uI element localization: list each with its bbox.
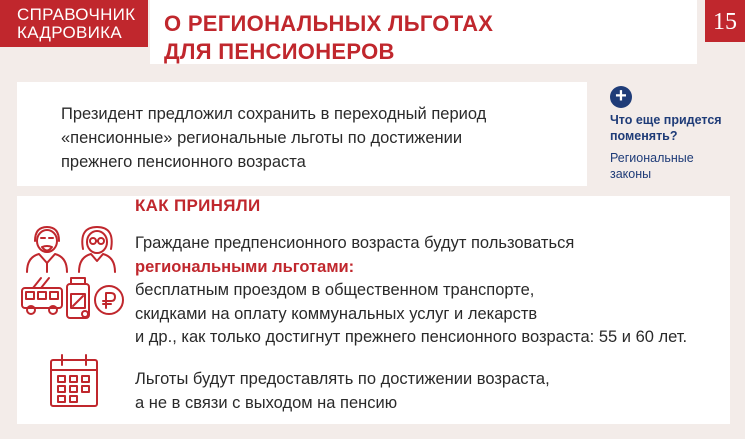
side-question-line-2: поменять? [610, 129, 678, 143]
brand-line-1: СПРАВОЧНИК [17, 5, 136, 24]
paragraph-timing-line-1: Льготы будут предоставлять по достижении возраста, [135, 370, 550, 388]
paragraph-benefits-line-5: и др., как только достигнут прежнего пенсионного возраста: 55 и 60 лет. [135, 328, 688, 346]
paragraph-benefits [135, 232, 735, 350]
paragraph-benefits-line-3: бесплатным проездом в общественном транспорте, [135, 281, 535, 299]
side-answer-line-2: законы [610, 167, 652, 181]
intro-line-2: «пенсионные» региональные льготы по достижении [61, 129, 463, 147]
ruble-coin-icon [93, 284, 125, 316]
paragraph-benefits-line-1: Граждане предпенсионного возраста будут пользоваться [135, 234, 575, 252]
side-note [610, 86, 745, 182]
main-section [17, 196, 730, 424]
brand-line-2: КАДРОВИКА [17, 23, 123, 42]
side-question-line-1: Что еще придется [610, 113, 722, 127]
trolleybus-icon [19, 276, 67, 316]
page-title-line-1: О РЕГИОНАЛЬНЫХ ЛЬГОТАХ [164, 11, 494, 36]
intro-text [61, 102, 561, 174]
paragraph-benefits-emphasis: региональными льготами: [135, 257, 355, 276]
page-title-box [150, 0, 697, 64]
intro-line-1: Президент предложил сохранить в переходный период [61, 105, 487, 123]
plus-icon: + [610, 86, 632, 108]
intro-line-3: прежнего пенсионного возраста [61, 153, 306, 171]
intro-box [17, 82, 587, 186]
page-title-line-2: ДЛЯ ПЕНСИОНЕРОВ [164, 39, 395, 64]
side-answer-line-1: Региональные [610, 151, 694, 165]
brand-logo [0, 0, 148, 47]
section-heading: КАК ПРИНЯЛИ [135, 196, 261, 215]
side-question [610, 112, 745, 144]
side-answer [610, 150, 745, 182]
page-title [164, 10, 493, 66]
calendar-icon [48, 352, 100, 410]
paragraph-timing [135, 368, 655, 415]
page-number: 15 [705, 0, 745, 42]
medicine-icon [63, 276, 93, 320]
paragraph-timing-line-2: а не в связи с выходом на пенсию [135, 393, 398, 412]
paragraph-benefits-line-4: скидками на оплату коммунальных услуг и лекарств [135, 304, 538, 323]
elderly-couple-icon [23, 221, 123, 273]
